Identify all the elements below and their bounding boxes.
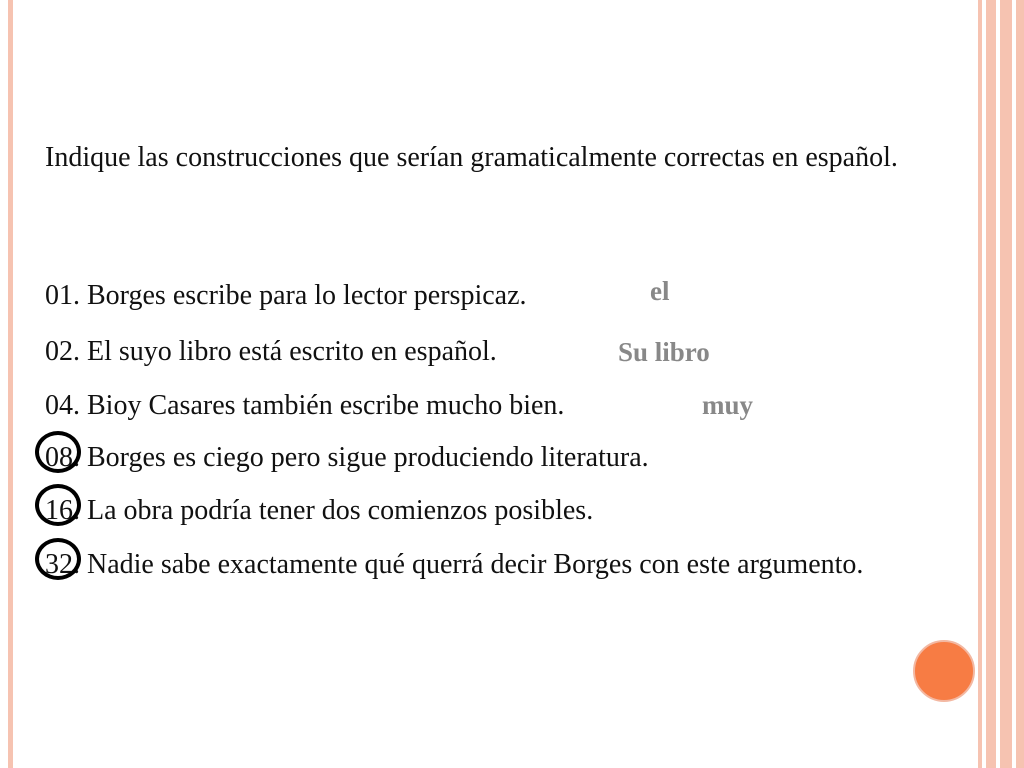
accent-dot [913, 640, 975, 702]
sentence-02: 02. El suyo libro está escrito en español. [45, 336, 497, 367]
answer-circle-32 [35, 538, 81, 580]
correction-04: muy [702, 390, 754, 420]
frame-right-stripe [978, 0, 982, 768]
sentence-32: 32. Nadie sabe exactamente qué querrá decir Borges con este argumento. [45, 549, 864, 580]
instruction-text: Indique las construcciones que serían gramaticalmente correctas en español. [45, 142, 898, 173]
sentence-04: 04. Bioy Casares también escribe mucho bien. [45, 390, 565, 421]
answer-circle-16 [35, 484, 81, 526]
correction-02: Su libro [618, 337, 710, 367]
frame-right-stripe [1000, 0, 1012, 768]
correction-01: el [650, 276, 670, 306]
frame-right-stripe [1016, 0, 1024, 768]
answer-circle-08 [35, 431, 81, 473]
frame-right-stripe [986, 0, 996, 768]
sentence-16: 16. La obra podría tener dos comienzos posibles. [45, 495, 594, 526]
frame-left-stripe [8, 0, 13, 768]
sentence-08: 08. Borges es ciego pero sigue produciendo literatura. [45, 442, 649, 473]
sentence-01: 01. Borges escribe para lo lector perspicaz. [45, 280, 527, 311]
